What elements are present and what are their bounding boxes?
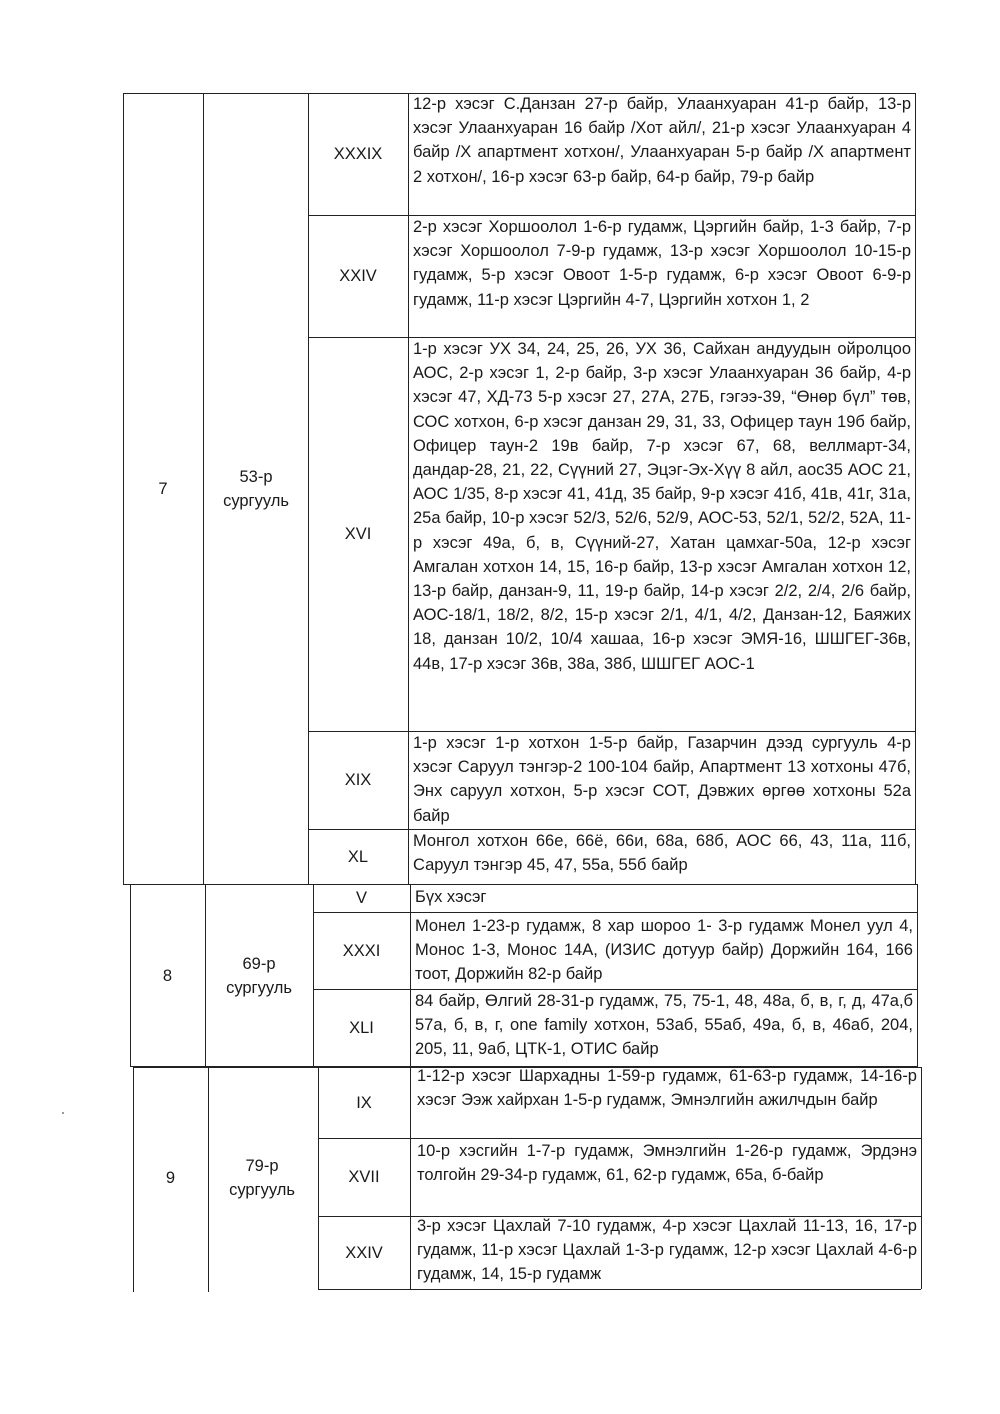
row-number: 7 (158, 480, 168, 498)
district-code: XIX (344, 771, 372, 789)
address-list: Монел 1-23-р гудамж, 8 хар шороо 1- 3-р гудамж Монел уул 4, Монос 1-3, Монос 14А, (ИЗИС дотуур байр) Доржийн 164, 166 тоот, Доржийн 82-р байр (415, 917, 913, 984)
district-code: XL (347, 848, 369, 866)
scan-speck (62, 1112, 64, 1114)
address-list: Бүх хэсэг (415, 888, 487, 906)
row-number: 8 (162, 966, 173, 985)
address-list: 1-12-р хэсэг Шархадны 1-59-р гудамж, 61-63-р гудамж, 14-16-р хэсэг Ээж хайрхан 1-5-р гудамж, Эмнэлгийн ажилчдын байр (417, 1067, 917, 1110)
address-list: 12-р хэсэг С.Данзан 27-р байр, Улаанхуаран 41-р байр, 13-р хэсэг Улаанхуаран 16 байр /Хот айл/, 21-р хэсэг Улаанхуаран 4 байр /Х апартмент хотхон/, Улаанхуаран 5-р байр /Х апартмент 2 хотхон/, 16-р хэсэг 63-р байр, 64-р байр, 79-р байр (413, 95, 911, 186)
address-list: 84 байр, Өлгий 28-31-р гудамж, 75, 75-1, 48, 48а, б, в, г, д, 47а,б 57а, б, в, г, one family хотхон, 53аб, 55аб, 49а, б, в, 46аб, 204, 205, 11, 9аб, ЦТК-1, ОТИС байр (415, 992, 913, 1059)
address-list: Монгол хотхон 66е, 66ё, 66и, 68а, 68б, АОС 66, 43, 11а, 11б, Саруул тэнгэр 45, 47, 55а, 55б байр (413, 832, 911, 875)
address-list: 1-р хэсэг УХ 34, 24, 25, 26, УХ 36, Сайхан андуудын ойролцоо АОС, 2-р хэсэг 1, 2-р байр, 3-р хэсэг Улаанхуаран 36 байр, 4-р хэсэг 47, ХД-73 5-р хэсэг 27, 27А, 27Б, гэгээ-39, “Өнөр бүл” төв, СОС хотхон, 6-р хэсэг данзан 29, 31, 33, Офицер таун 19б байр, Офицер таун-2 19в байр, 7-р хэсэг 67, 68, веллмарт-34, дандар-28, 21, 22, Сүүний 27, Эцэг-Эх-Хүү 8 айл, аос35 АОС 21, АОС 1/35, 8-р хэсэг 41, 41д, 35 байр, 9-р хэсэг 41б, 41в, 41г, 31а, 25а байр, 10-р хэсэг 52/3, 52/6, 52/9, АОС-53, 52/1, 52/2, 52А, 11-р хэсэг 49а, б, в, Сүүний-27, Хатан цамхаг-50а, 12-р хэсэг Амгалан хотхон 14, 15, 16-р байр, 13-р хэсэг Амгалан хотхон 12, 13-р байр, данзан-9, 11, 19-р байр, 14-р хэсэг 2/2, 2/4, 2/6 байр, АОС-18/1, 18/2, 8/2, 15-р хэсэг 2/1, 4/1, 4/2, Данзан-12, Баяжих 18, данзан 10/2, 10/4 хашаа, 16-р хэсэг ЭМЯ-16, ШШГЕГ-36в, 44в, 17-р хэсэг 36в, 38а, 38б, ШШГЕГ АОС-1 (413, 340, 911, 673)
district-code: XXXIX (333, 145, 383, 163)
school-name: 69-р сургууль (226, 954, 292, 997)
address-list: 10-р хэсгийн 1-7-р гудамж, Эмнэлгийн 1-26-р гудамж, Эрдэнэ толгойн 29-34-р гудамж, 61, 62-р гудамж, 65а, б-байр (417, 1142, 917, 1185)
district-code: XXIV (339, 267, 377, 285)
district-code: XVII (348, 1168, 380, 1186)
district-code: IX (356, 1093, 372, 1112)
school-name: 79-р сургууль (229, 1157, 295, 1199)
address-list: 1-р хэсэг 1-р хотхон 1-5-р байр, Газарчин дээд сургууль 4-р хэсэг Саруул тэнгэр-2 100-104 байр, Апартмент 13 хотхоны 47б, Энх саруул хотхон, 5-р хэсэг СОТ, Дэвжих өргөө хотхоны 52а байр (413, 734, 911, 825)
address-list: 2-р хэсэг Хоршоолол 1-6-р гудамж, Цэргийн байр, 1-3 байр, 7-р хэсэг Хоршоолол 7-9-р гудамж, 13-р хэсэг Хоршоолол 10-15-р гудамж, 5-р хэсэг Овоот 1-5-р гудамж, 6-р хэсэг Овоот 6-9-р гудамж, 11-р хэсэг Цэргийн 4-7, Цэргийн хотхон 1, 2 (413, 218, 911, 309)
school-name: 53-р сургууль (223, 468, 289, 510)
district-code: V (355, 889, 367, 907)
district-code: XLI (349, 1019, 374, 1037)
district-code: XXIV (345, 1243, 383, 1262)
row-number: 9 (165, 1169, 176, 1187)
district-code: XVI (344, 525, 372, 543)
district-code: XXXI (342, 941, 381, 960)
address-list: 3-р хэсэг Цахлай 7-10 гудамж, 4-р хэсэг Цахлай 11-13, 16, 17-р гудамж, 11-р хэсэг Цахлай 1-3-р гудамж, 12-р хэсэг Цахлай 4-6-р гудамж, 14, 15-р гудамж (417, 1217, 917, 1284)
